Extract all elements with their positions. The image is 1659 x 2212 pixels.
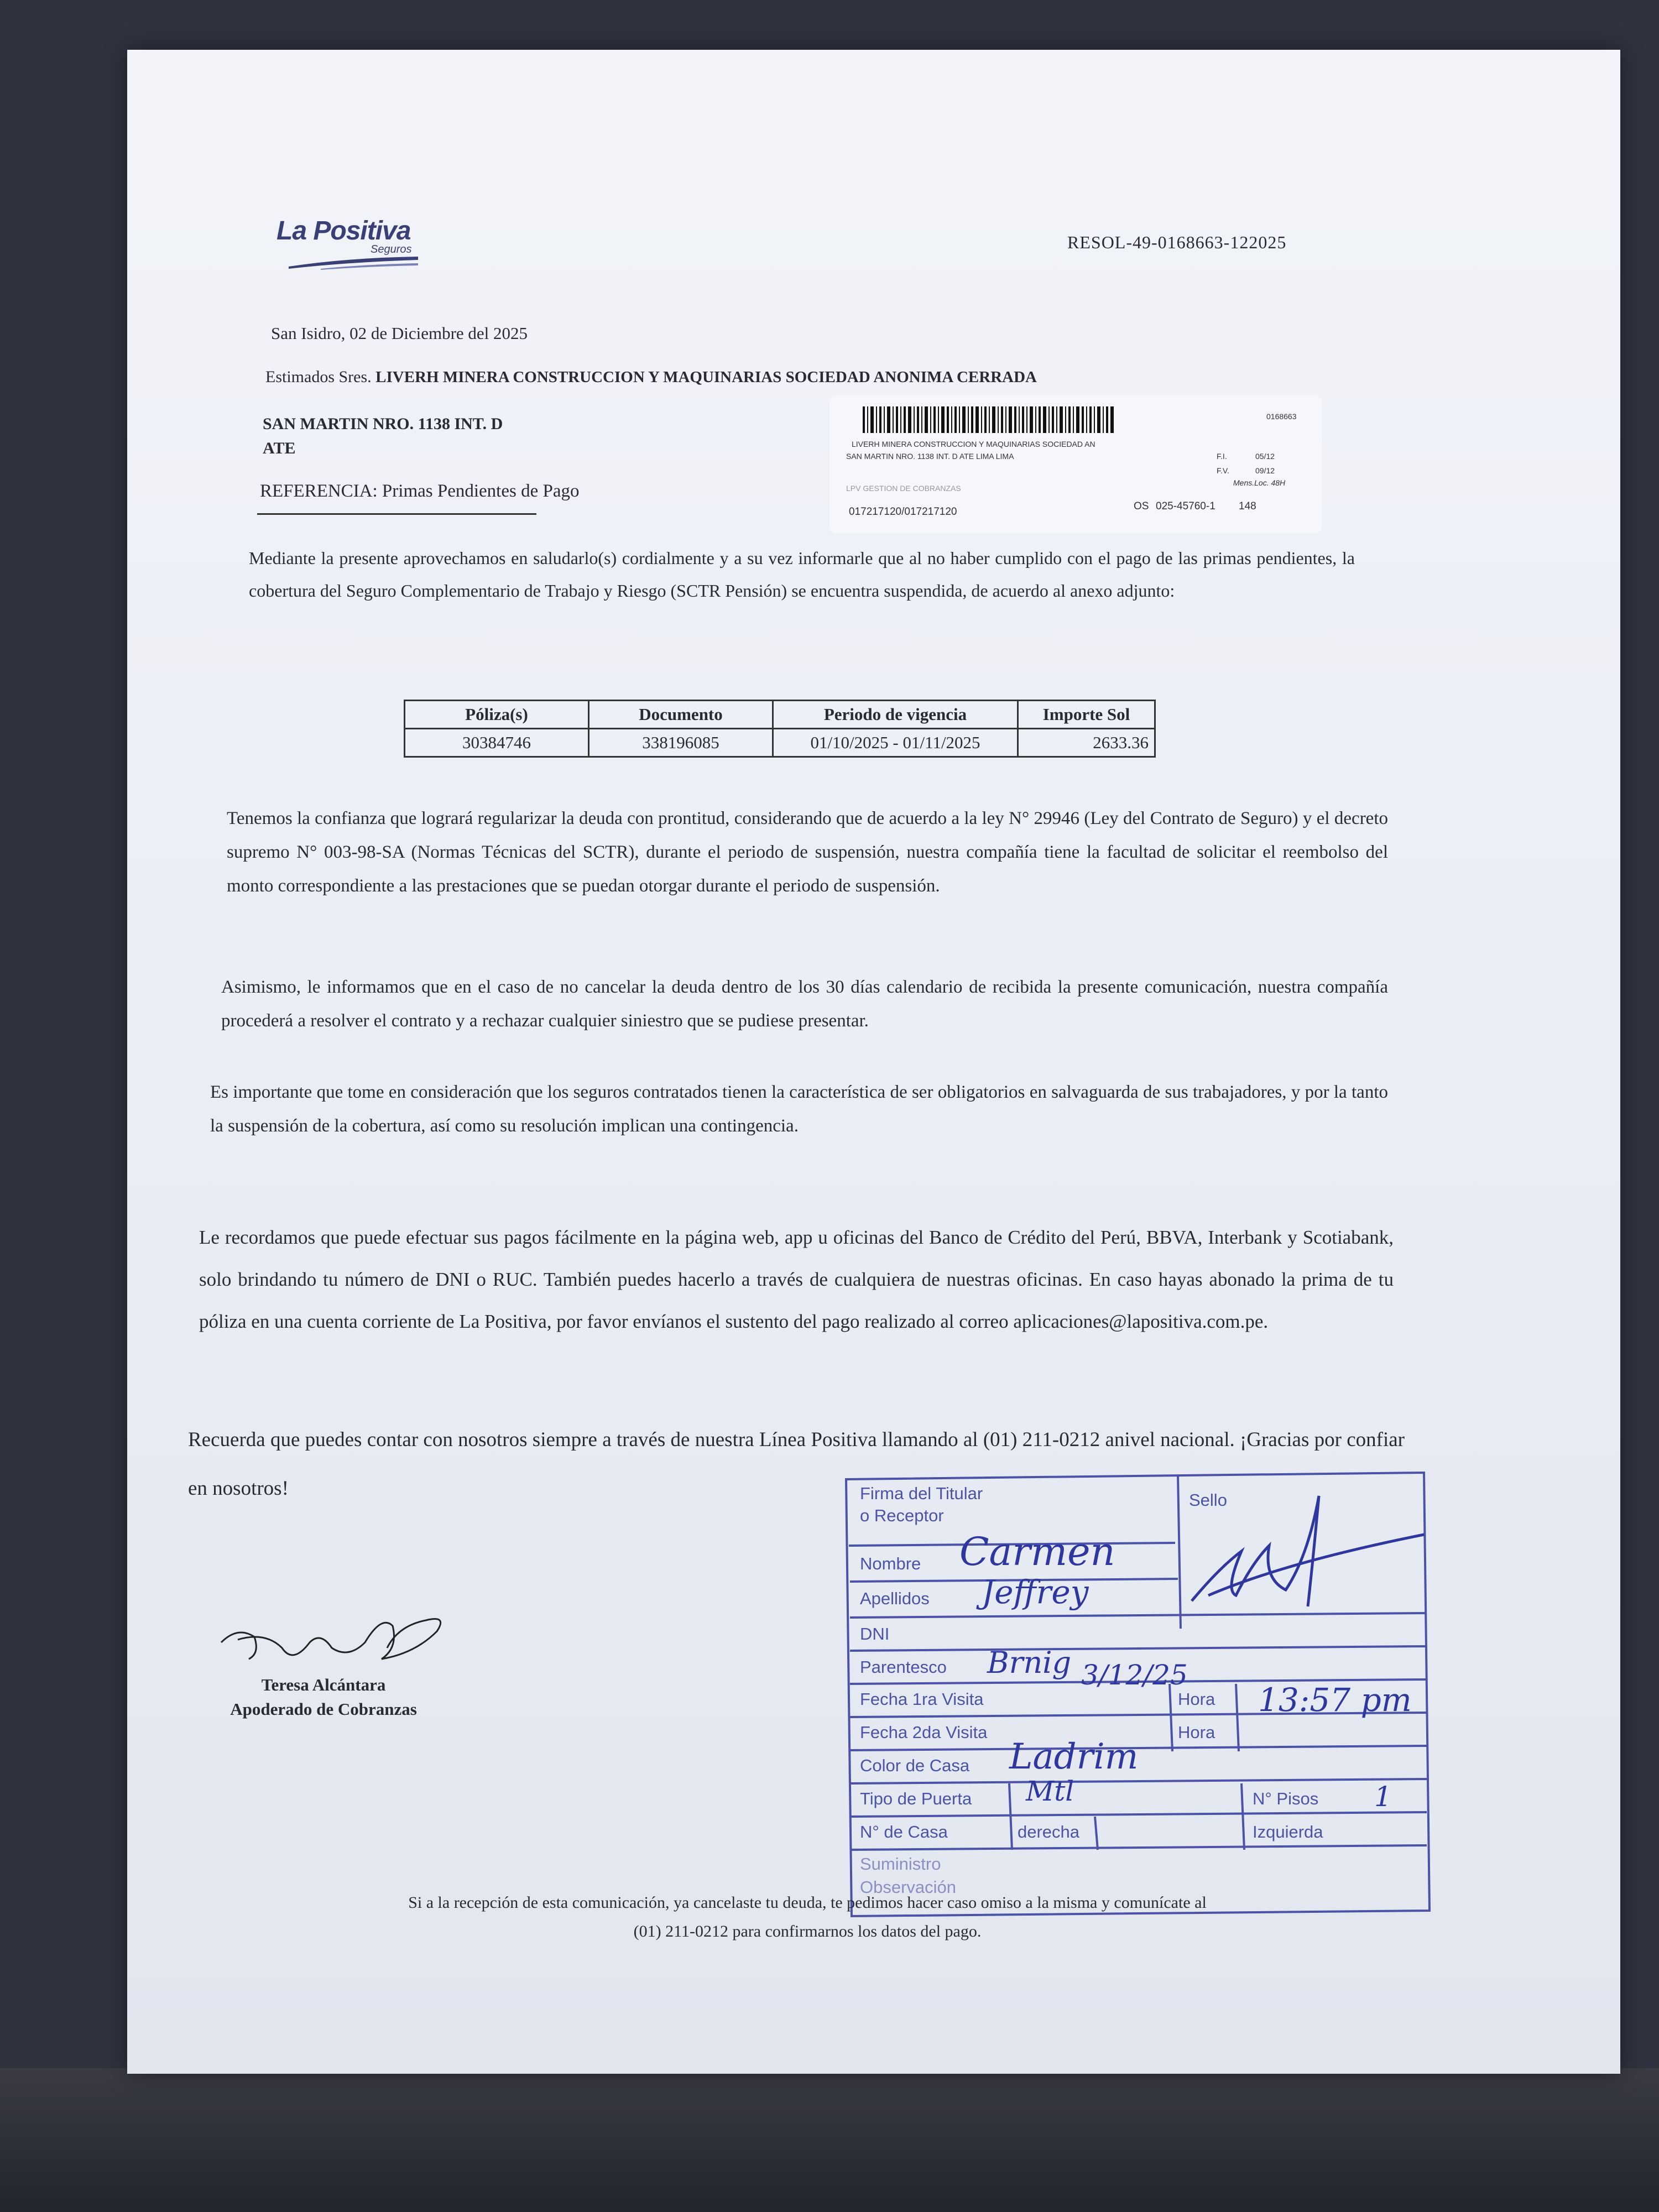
stamp-label-izquierda: Izquierda [1253, 1822, 1323, 1841]
handwritten-tipo: Mtl [1026, 1775, 1074, 1807]
signatory-title: Apoderado de Cobranzas [230, 1699, 417, 1719]
greeting-prefix: Estimados Sres. [265, 368, 372, 386]
label-os-value: 025-45760-1 [1156, 500, 1215, 512]
paragraph-1: Mediante la presente aprovechamos en saludarlo(s) cordialmente y a su vez informarle que al no haber cumplido con el pago de las primas pendientes, la cobertura del Seguro Complementario de Trabajo y Riesgo (SCTR Pensión) se encuentra suspendida, de acuerdo al anexo adjunto: [249, 548, 1355, 601]
label-tracking: 017217120/017217120 [849, 506, 957, 518]
paragraph-6: Recuerda que puedes contar con nosotros siempre a través de nuestra Línea Positiva llamando al (01) 211-0212 anivel nacional. ¡Gracias por confiar en nosotros! [188, 1428, 1405, 1500]
footer-line-1: Si a la recepción de esta comunicación, ya cancelaste tu deuda, te pedimos hacer caso omiso a la misma y comunícate al [408, 1893, 1207, 1912]
recipient-address [263, 412, 503, 461]
table-header: Periodo de vigencia [773, 701, 1018, 729]
stamp-label-ncasa: N° de Casa [860, 1822, 948, 1841]
handwritten-signature [216, 1593, 459, 1676]
label-os-num: 148 [1239, 500, 1256, 512]
reference-line: REFERENCIA: Primas Pendientes de Pago [260, 481, 580, 501]
logo-swoosh-icon [288, 254, 420, 271]
handwritten-fecha: 3/12/25 [1081, 1659, 1188, 1691]
paragraph-2: Tenemos la confianza que logrará regularizar la deuda con prontitud, considerando que de acuerdo a la ley N° 29946 (Ley del Contrato de Seguro) y el decreto supremo N° 003-98-SA (Normas Técnicas del SCTR), durante el periodo de suspensión, nuestra compañía tiene la facultad de solicitar el reembolso del monto correspondiente a las prestaciones que se puedan otorgar durante el periodo de suspensión. [227, 808, 1388, 896]
label-fv: F.V. [1217, 466, 1229, 475]
stamp-label-observacion: Observación [860, 1877, 957, 1897]
delivery-stamp [843, 1468, 1490, 1944]
address-line-1: SAN MARTIN NRO. 1138 INT. D [263, 415, 503, 433]
label-company: LIVERH MINERA CONSTRUCCION Y MAQUINARIAS SOCIEDAD AN [852, 440, 1095, 448]
table-cell: 30384746 [405, 729, 589, 757]
handwritten-apellidos: Jeffrey [982, 1573, 1089, 1611]
label-code: 0168663 [1266, 412, 1297, 421]
stamp-label-apellidos: Apellidos [860, 1589, 930, 1608]
letter-date: San Isidro, 02 de Diciembre del 2025 [271, 324, 528, 343]
label-fi: F.I. [1217, 452, 1227, 461]
stamp-label-nombre: Nombre [860, 1554, 921, 1573]
handwritten-parentesco: Brnig [987, 1645, 1072, 1680]
stamp-label-parentesco: Parentesco [860, 1657, 947, 1677]
paragraph-3: Asimismo, le informamos que en el caso de no cancelar la deuda dentro de los 30 días calendario de recibida la presente comunicación, nuestra compañía procederá a resolver el contrato y a rechazar cualquier siniestro que se pudiese presentar. [221, 977, 1388, 1031]
label-os: OS [1134, 500, 1149, 512]
greeting [265, 368, 1037, 387]
handwritten-pisos: 1 [1374, 1781, 1392, 1813]
table-header: Importe Sol [1018, 701, 1155, 729]
resolution-number: RESOL-49-0168663-122025 [1067, 232, 1287, 252]
footer-note [171, 1888, 1443, 1946]
handwritten-color: Ladrim [1009, 1736, 1139, 1777]
stamp-label-color: Color de Casa [860, 1756, 970, 1775]
stamp-label-pisos: N° Pisos [1253, 1789, 1319, 1808]
handwritten-nombre: Carmen [959, 1529, 1115, 1574]
reference-underline [257, 513, 536, 515]
stamp-label-receptor: o Receptor [860, 1506, 944, 1525]
paragraph-4: Es importante que tome en consideración que los seguros contratados tienen la característica de ser obligatorios en salvaguarda de sus trabajadores, y por la tanto la suspensión de la cobertura, así como su resolución implican una contingencia. [210, 1082, 1388, 1136]
letter-page [127, 50, 1620, 2074]
label-address: SAN MARTIN NRO. 1138 INT. D ATE LIMA LIMA [846, 452, 1014, 461]
company-logo [276, 216, 442, 255]
stamp-label-suministro: Suministro [860, 1854, 941, 1874]
label-mens: Mens.Loc. 48H [1233, 478, 1286, 487]
table-row [405, 729, 1155, 757]
stamp-label-hora-1: Hora [1178, 1689, 1215, 1709]
stamp-label-dni: DNI [860, 1624, 890, 1644]
paragraph-5: Le recordamos que puede efectuar sus pagos fácilmente en la página web, app u oficinas del Banco de Crédito del Perú, BBVA, Interbank y Scotiabank, solo brindando tu número de DNI o RUC. También puedes hacerlo a través de cualquiera de nuestras oficinas. En caso hayas abonado la prima de tu póliza en una cuenta corriente de La Positiva, por favor envíanos el sustento del pago realizado al correo aplicaciones@lapositiva.com.pe. [199, 1227, 1394, 1332]
table-header: Documento [589, 701, 773, 729]
stamp-label-fecha-1: Fecha 1ra Visita [860, 1689, 984, 1709]
stamp-label-hora-2: Hora [1178, 1723, 1215, 1742]
stamp-label-firma: Firma del Titular [860, 1484, 983, 1503]
table-cell: 01/10/2025 - 01/11/2025 [773, 729, 1018, 757]
label-gestion: LPV GESTION DE COBRANZAS [846, 484, 961, 493]
recipient-name: LIVERH MINERA CONSTRUCCION Y MAQUINARIAS SOCIEDAD ANONIMA CERRADA [375, 368, 1037, 386]
logo-subtitle: Seguros [371, 243, 412, 255]
shipping-label [830, 395, 1322, 534]
stamp-label-sello: Sello [1189, 1490, 1227, 1510]
table-cell: 2633.36 [1018, 729, 1155, 757]
stamp-label-tipo: Tipo de Puerta [860, 1789, 972, 1808]
logo-text: La Positiva [276, 216, 411, 246]
table-header-row [405, 701, 1155, 729]
handwritten-hora: 13:57 pm [1258, 1681, 1412, 1719]
desk-background [0, 2068, 1659, 2212]
label-fi-value: 05/12 [1255, 452, 1275, 461]
table-cell: 338196085 [589, 729, 773, 757]
signatory [199, 1673, 448, 1721]
address-line-2: ATE [263, 439, 296, 457]
barcode-icon [863, 406, 1117, 433]
stamp-label-fecha-2: Fecha 2da Visita [860, 1723, 988, 1742]
label-fv-value: 09/12 [1255, 466, 1275, 475]
policy-table [404, 700, 1156, 758]
stamp-label-derecha: derecha [1018, 1822, 1080, 1841]
footer-line-2: (01) 211-0212 para confirmarnos los datos del pago. [633, 1922, 982, 1940]
signatory-name: Teresa Alcántara [261, 1675, 386, 1694]
handwritten-seal-signature [1175, 1479, 1452, 1623]
table-header: Póliza(s) [405, 701, 589, 729]
